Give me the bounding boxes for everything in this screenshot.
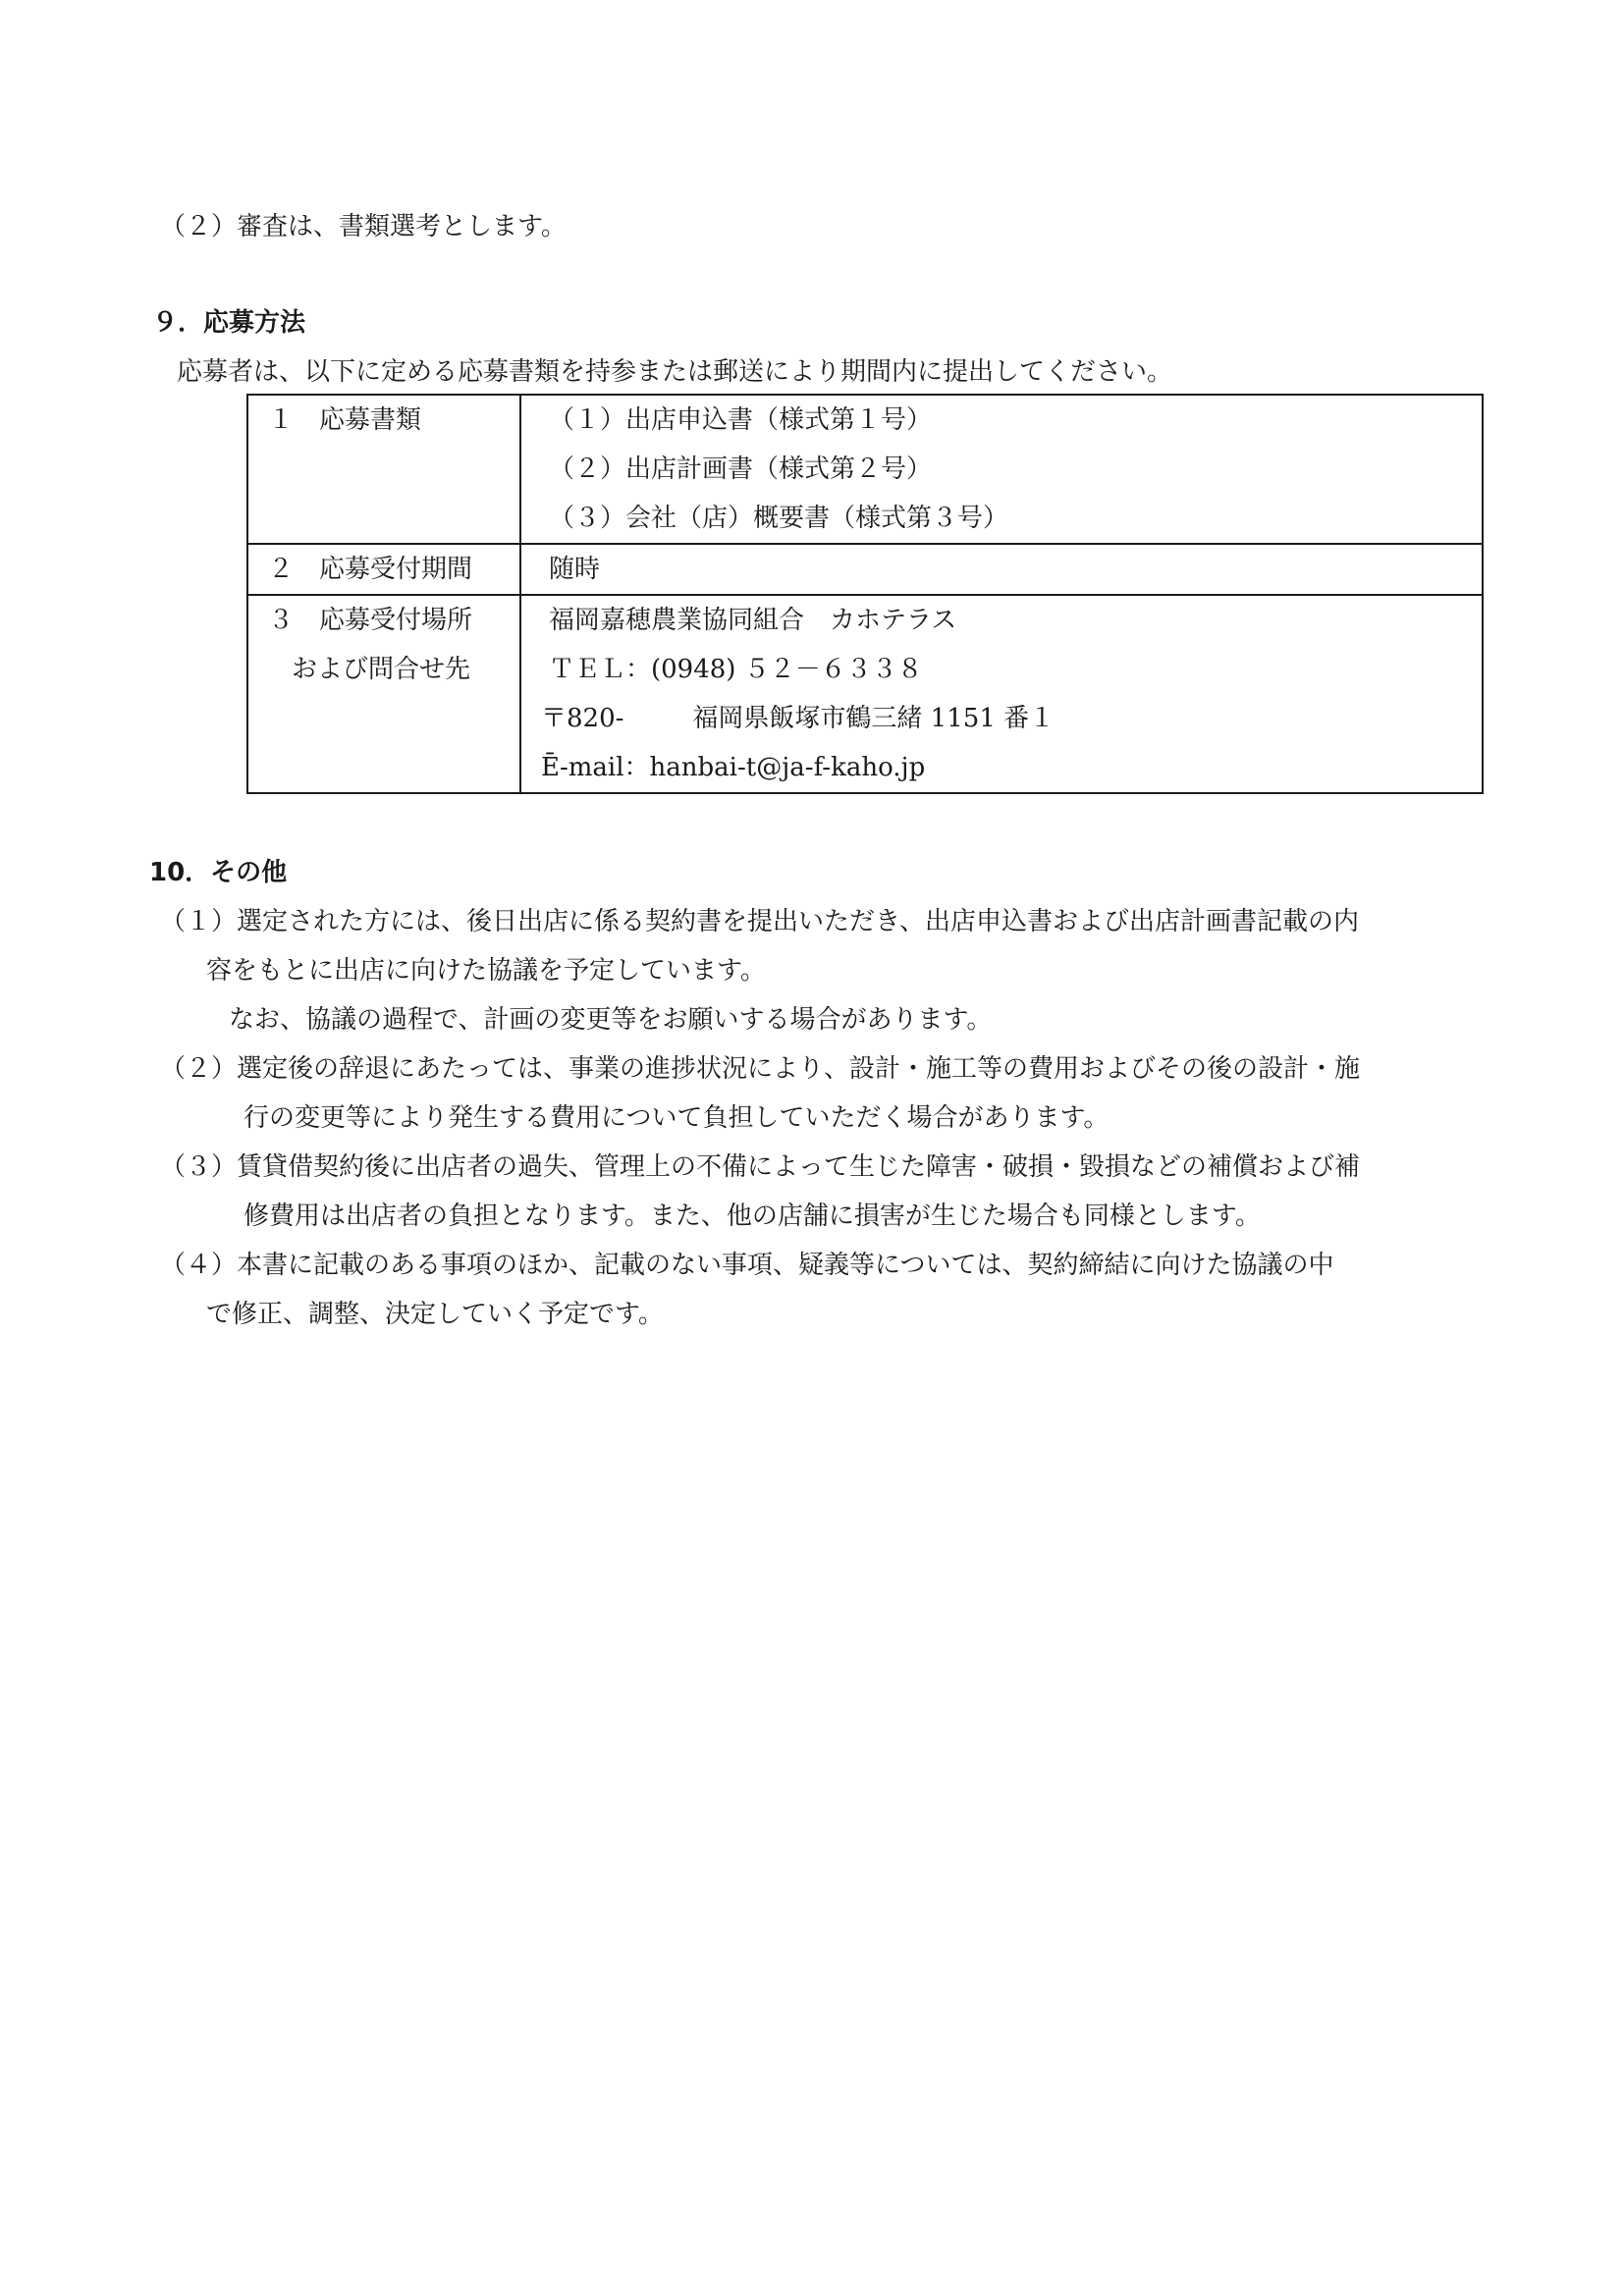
section10-heading: 10．その他 — [149, 858, 288, 887]
contact-organization: 福岡嘉穂農業協同組合 カホテラス — [549, 606, 957, 635]
table-value-cell — [520, 395, 1483, 544]
section10-item2-line1: （２）選定後の辞退にあたっては、事業の進捗状況により、設計・施工等の費用およびその後の設計・施 — [160, 1054, 1361, 1084]
table-label-cell — [247, 544, 520, 595]
contact-email[interactable]: Ē-mail：hanbai-t@ja-f-kaho.jp — [541, 753, 926, 782]
section10-item3-line2: 修費用は出店者の負担となります。また、他の店舗に損害が生じた場合も同様とします。 — [244, 1201, 1261, 1231]
period-value: 随時 — [549, 555, 601, 584]
table-row — [247, 544, 1483, 595]
section10-item1-line2: 容をもとに出店に向けた協議を予定しています。 — [206, 956, 766, 986]
section9-heading: ９．応募方法 — [152, 308, 306, 338]
section9-intro: 応募者は、以下に定める応募書類を持参または郵送により期間内に提出してください。 — [177, 357, 1173, 387]
contact-tel: ＴＥＬ：(0948) ５２－６３３８ — [549, 655, 923, 684]
document-item: （２）出店計画書（様式第２号） — [549, 454, 933, 484]
section10-item2-line2: 行の変更等により発生する費用について負担していただく場合があります。 — [244, 1103, 1110, 1133]
section10-item1-line1: （１）選定された方には、後日出店に係る契約書を提出いただき、出店申込書および出店計画書記載の内 — [160, 907, 1359, 936]
table-row — [247, 395, 1483, 544]
table-value-cell — [520, 544, 1483, 595]
section8-item2: （２）審査は、書類選考とします。 — [160, 212, 567, 241]
section10-item4-line1: （４）本書に記載のある事項のほか、記載のない事項、疑義等については、契約締結に向けた協議の中 — [160, 1251, 1334, 1280]
table-row — [247, 595, 1483, 793]
label-period: ２ 応募受付期間 — [268, 555, 473, 584]
label-documents: １ 応募書類 — [268, 405, 422, 435]
document-item: （１）出店申込書（様式第１号） — [549, 405, 933, 435]
table-label-cell — [247, 595, 520, 793]
application-table — [246, 394, 1484, 794]
document-item: （３）会社（店）概要書（様式第３号） — [549, 504, 1009, 533]
contact-postal: 〒820- — [541, 704, 624, 733]
label-contact-line1: ３ 応募受付場所 — [268, 606, 473, 635]
table-value-cell — [520, 595, 1483, 793]
contact-address: 福岡県飯塚市鶴三緒 1151 番１ — [692, 704, 1056, 733]
section10-item4-line2: で修正、調整、決定していく予定です。 — [206, 1300, 664, 1329]
section10-item3-line1: （３）賃貸借契約後に出店者の過失、管理上の不備によって生じた障害・破損・毀損などの補償および補 — [160, 1152, 1361, 1182]
table-label-cell — [247, 395, 520, 544]
section10-item1-line3: なお、協議の過程で、計画の変更等をお願いする場合があります。 — [229, 1005, 993, 1035]
label-contact-line2: および問合せ先 — [292, 655, 471, 684]
contact-address-line — [521, 694, 1482, 743]
